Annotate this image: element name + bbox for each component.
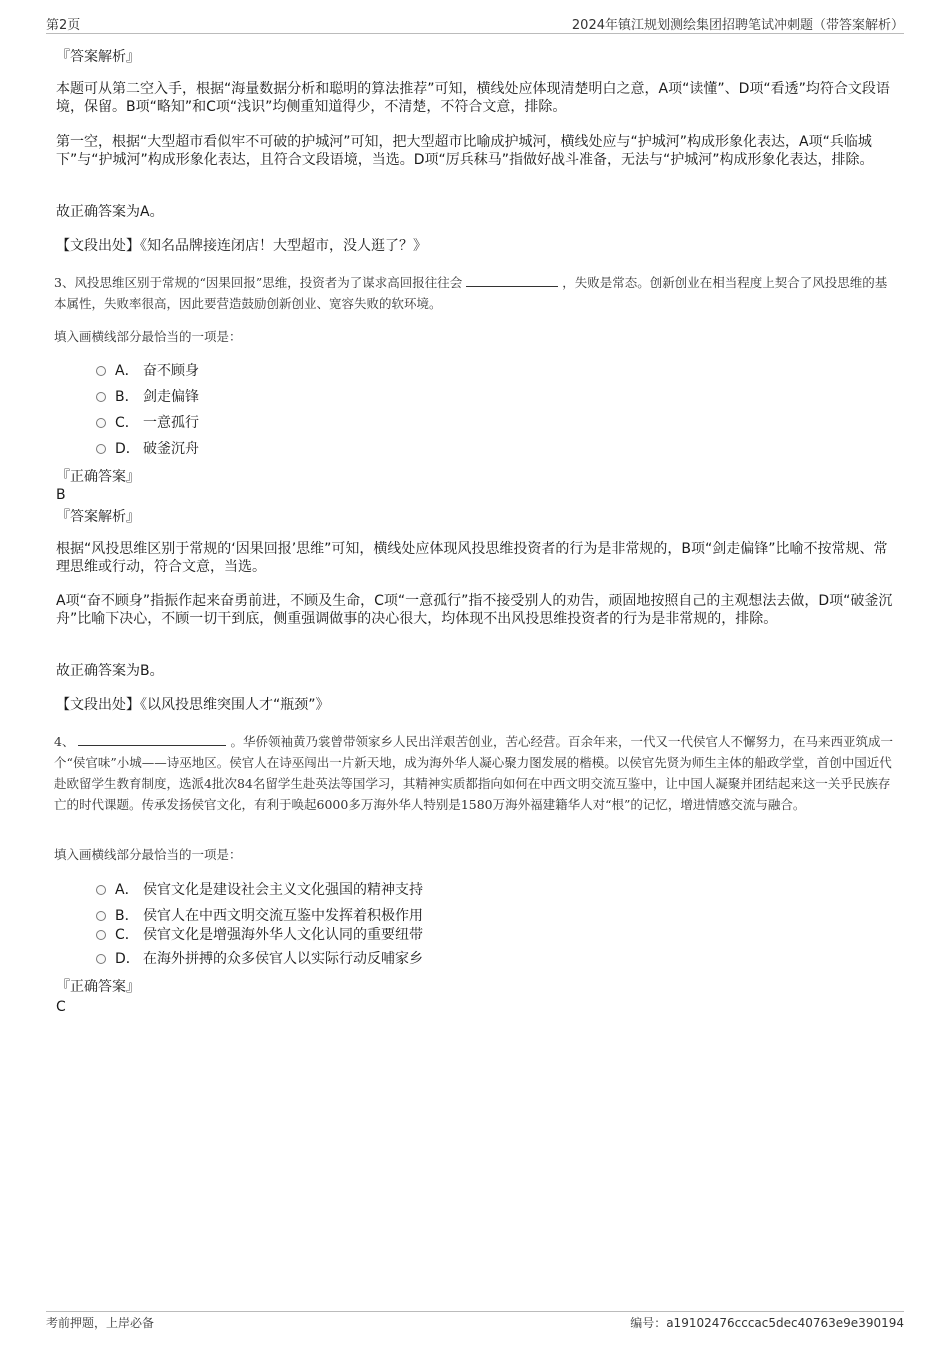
option-text: 侯官人在中西文明交流互鉴中发挥着积极作用 bbox=[143, 908, 423, 924]
q2-analysis-label: 『答案解析』 bbox=[56, 49, 140, 65]
page-header bbox=[46, 14, 904, 34]
q4-option-b[interactable] bbox=[96, 907, 423, 925]
q4-answer-label: 『正确答案』 bbox=[56, 979, 140, 995]
option-text: 侯官文化是增强海外华人文化认同的重要纽带 bbox=[143, 927, 423, 943]
q3-option-c[interactable] bbox=[96, 414, 199, 432]
q4-blank bbox=[78, 735, 226, 746]
radio-icon[interactable] bbox=[96, 444, 106, 454]
document-title: 2024年镇江规划测绘集团招聘笔试冲刺题（带答案解析） bbox=[571, 18, 904, 33]
q3-option-d[interactable] bbox=[96, 440, 199, 458]
q3-conclusion: 故正确答案为B。 bbox=[56, 663, 164, 679]
footer-divider bbox=[46, 1311, 904, 1312]
q3-blank bbox=[466, 276, 558, 287]
radio-icon[interactable] bbox=[96, 885, 106, 895]
q3-prompt: 填入画横线部分最恰当的一项是： bbox=[54, 329, 242, 344]
option-text: 剑走偏锋 bbox=[143, 389, 199, 405]
option-letter: A． bbox=[115, 882, 139, 898]
page-number: 第2页 bbox=[46, 18, 81, 33]
option-text: 破釜沉舟 bbox=[143, 441, 199, 457]
option-text: 侯官文化是建设社会主义文化强国的精神支持 bbox=[143, 882, 423, 898]
q4-stem-num: 4、 bbox=[54, 734, 75, 749]
q3-analysis-p1: 根据“风投思维区别于常规的‘因果回报’思维”可知，横线处应体现风投思维投资者的行为是非常规的，B项“剑走偏锋”比喻不按常规、常理思维或行动，符合文意，当选。 bbox=[56, 541, 888, 575]
option-text: 奋不顾身 bbox=[143, 363, 199, 379]
option-letter: C． bbox=[115, 415, 139, 431]
q2-analysis-p2: 第一空，根据“大型超市看似牢不可破的护城河”可知，把大型超市比喻成护城河，横线处应与“护城河”构成形象化表达，A项“兵临城下”与“护城河”构成形象化表达，且符合文段语境，当选。D项“厉兵秣马”指做好战斗准备，无法与“护城河”构成形象化表达，排除。 bbox=[56, 134, 874, 168]
option-letter: C． bbox=[115, 927, 139, 943]
q3-stem-before: 3、风投思维区别于常规的“因果回报”思维，投资者为了谋求高回报往往会 bbox=[54, 275, 463, 290]
q2-analysis-p1: 本题可从第二空入手，根据“海量数据分析和聪明的算法推荐”可知，横线处应体现清楚明白之意，A项“读懂”、D项“看透”均符合文段语境，保留。B项“略知”和C项“浅识”均侧重知道得少，不清楚，不符合文意，排除。 bbox=[56, 81, 890, 115]
q3-answer: B bbox=[56, 487, 66, 503]
option-text: 在海外拼搏的众多侯官人以实际行动反哺家乡 bbox=[143, 951, 423, 967]
q4-option-c[interactable] bbox=[96, 926, 423, 944]
q3-analysis-p2: A项“奋不顾身”指振作起来奋勇前进，不顾及生命，C项“一意孤行”指不接受别人的劝告，顽固地按照自己的主观想法去做，D项“破釜沉舟”比喻下决心，不顾一切干到底，侧重强调做事的决心很大，均体现不出风投思维投资者的行为是非常规的，排除。 bbox=[56, 593, 893, 627]
q3-source: 【文段出处】《以风投思维突围人才“瓶颈”》 bbox=[56, 697, 330, 713]
option-letter: B． bbox=[115, 389, 139, 405]
q3-analysis-label: 『答案解析』 bbox=[56, 509, 140, 525]
option-text: 一意孤行 bbox=[143, 415, 199, 431]
q4-stem-after: 。华侨领袖黄乃裳曾带领家乡人民出洋艰苦创业，苦心经营。百余年来，一代又一代侯官人不懈努力，在马来西亚筑成一个“侯官味”小城——诗巫地区。侯官人在诗巫闯出一片新天地，成为海外华人凝心聚力图发展的楷模。以侯官先贤为师生主体的船政学堂，首创中国近代赴欧留学生教育制度，选派4批次84名留学生赴英法等国学习，其精神实质都指向如何在中西文明交流互鉴中，让中国人凝聚并团结起来这一关乎民族存亡的时代课题。传承发扬侯官文化，有利于唤起6000多万海外华人特别是1580万海外福建籍华人对“根”的记忆，增进情感交流与融合。 bbox=[54, 734, 893, 812]
radio-icon[interactable] bbox=[96, 366, 106, 376]
q2-conclusion: 故正确答案为A。 bbox=[56, 204, 164, 220]
q4-option-a[interactable] bbox=[96, 881, 423, 899]
q2-source: 【文段出处】《知名品牌接连闭店！大型超市，没人逛了？》 bbox=[56, 238, 427, 254]
option-letter: B． bbox=[115, 908, 139, 924]
q3-option-b[interactable] bbox=[96, 388, 199, 406]
radio-icon[interactable] bbox=[96, 418, 106, 428]
radio-icon[interactable] bbox=[96, 930, 106, 940]
option-letter: A． bbox=[115, 363, 139, 379]
document-id: 编号：a19102476cccac5dec40763e9e390194 bbox=[630, 1316, 904, 1330]
option-letter: D． bbox=[115, 951, 140, 967]
radio-icon[interactable] bbox=[96, 392, 106, 402]
radio-icon[interactable] bbox=[96, 911, 106, 921]
header-divider bbox=[46, 33, 904, 34]
q3-stem-after: ，失败是常态。创新创业在相当程度上契合了风投思维的基本属性，失败率很高，因此要营造鼓励创新创业、宽容失败的软环境。 bbox=[54, 275, 888, 311]
q3-option-a[interactable] bbox=[96, 362, 199, 380]
q3-answer-label: 『正确答案』 bbox=[56, 469, 140, 485]
q4-answer: C bbox=[56, 999, 66, 1015]
option-letter: D． bbox=[115, 441, 140, 457]
footer-slogan: 考前押题，上岸必备 bbox=[46, 1316, 155, 1330]
q4-stem bbox=[54, 731, 896, 815]
radio-icon[interactable] bbox=[96, 954, 106, 964]
q4-prompt: 填入画横线部分最恰当的一项是： bbox=[54, 847, 242, 862]
q3-stem bbox=[54, 272, 896, 314]
q4-option-d[interactable] bbox=[96, 950, 423, 968]
